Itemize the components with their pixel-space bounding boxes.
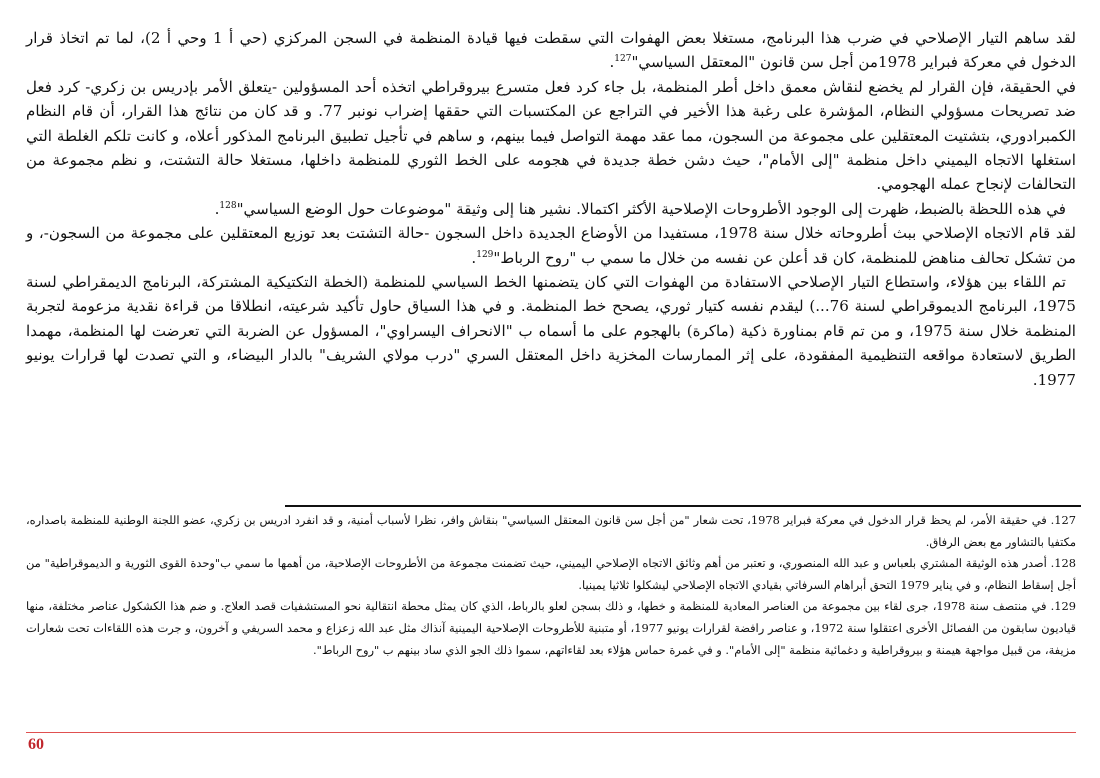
- body-text: [26, 26, 1076, 392]
- footnote-129: 129. في منتصف سنة 1978، جرى لقاء بين مجموعة من العناصر المعادية للمنظمة و خطها، و ذلك بسجن لعلو بالرباط، الذي كان يمثل محطة انتقالية نحو المستشفيات قصد العلاج. و ضم هذا الكشكول عناصر مختلفة، منها قياديون سابقون من الفصائل الأخرى اعتقلوا سنة 1972، و عناصر رافضة لقرارات يونيو 1977، أو متبنية للأطروحات الإصلاحية اليمينية آنذاك مثل عبد الله زعزاع و محمد السريفي و آخرون، و جرت هذه اللقاءات تحت شعارات مزيفة، من قبيل مواجهة هيمنة و بيروقراطية و دغمائية منظمة "إلى الأمام". و في غمرة حماس هؤلاء بعد لقاءاتهم، سموا ذلك الجو الذي ساد بينهم ب "روح الرباط".: [26, 599, 1076, 657]
- paragraph-1-text: لقد ساهم التيار الإصلاحي في ضرب هذا البرنامج، مستغلا بعض الهفوات التي سقطت فيها قيادة المنظمة في السجن المركزي (حي أ 1 وحي أ 2)، لما تم اتخاذ قرار الدخول في معركة فبراير 1978من أجل سن قانون "المعتقل السياسي": [26, 29, 1076, 72]
- footnote-ref-129[interactable]: 129: [476, 249, 494, 260]
- paragraph-5: [26, 270, 1076, 392]
- footnote-ref-128[interactable]: 128: [219, 200, 237, 211]
- paragraph-3-text: في هذه اللحظة بالضبط، ظهرت إلى الوجود الأطروحات الإصلاحية الأكثر اكتمالا. نشير هنا إلى وثيقة "موضوعات حول الوضع السياسي": [236, 199, 1066, 218]
- paragraph-2-text: في الحقيقة، فإن القرار لم يخضع لنقاش معمق داخل أطر المنظمة، بل جاء كرد فعل متسرع بيروقراطي اتخذه أحد المسؤولين -يتعلق الأمر بإدريس بن زكري- كرد فعل ضد تصريحات مسؤولي النظام، المؤشرة على رغبة هذا الأخير في التراجع عن المكتسبات التي حققها إضراب نونبر 77. و قد كان من نتائج هذا القرار، أن قام النظام الكمبرادوري، بتشتيت المعتقلين على مجموعة من السجون، مما عقد مهمة التواصل فيما بينهم، و ساهم في تأجيل تطبيق البرنامج المذكور أعلاه، و كانت تلكم الغلطة التي استغلها الاتجاه اليميني داخل منظمة "إلى الأمام"، حيث دشن خطة جديدة في هجومه على الخط الثوري للمنظمة داخلها، مستغلا حالة التشتت، و نظم مجموعة من التحالفات لإنجاح عمله الهجومي.: [26, 77, 1076, 194]
- page-bottom-rule: [26, 732, 1076, 733]
- paragraph-1-tail: .: [609, 53, 615, 72]
- paragraph-4-tail: .: [471, 248, 477, 267]
- footnote-127: 127. في حقيقة الأمر، لم يحظ قرار الدخول في معركة فبراير 1978، تحت شعار "من أجل سن قانون المعتقل السياسي" بنقاش وافر، نظرا لأسباب أمنية، و قد انفرد ادريس بن زكري، عضو اللجنة الوطنية للمنظمة باصداره، مكتفيا بالتشاور مع بعض الرفاق.: [26, 513, 1076, 549]
- paragraph-5-text: تم اللقاء بين هؤلاء، واستطاع التيار الإصلاحي الاستفادة من الهفوات التي كان يتضمنها الخط السياسي للمنظمة (الخطة التكتيكية المشتركة، البرنامج الديمقراطي لسنة 1975، البرنامج الديموقراطي لسنة 76...) ليقدم نفسه كتيار ثوري، يصحح خط المنظمة. و في هذا السياق حاول تأكيد شرعيته، انطلاقا من قراءة نقدية مزعومة لتجربة المنظمة خلال سنة 1975، و من تم قام بمناورة ذكية (ماكرة) بالهجوم على ما أسماه ب "الانحراف اليسراوي"، المسؤول عن الضربة التي تعرضت لها المنظمة، مهمدا الطريق لاستعادة مواقعه التنظيمية المفقودة، على إثر الممارسات المخزية داخل المعتقل السري "درب مولاي الشريف" بالدار البيضاء، و التي تصدت لها قرارات يونيو 1977.: [26, 273, 1077, 389]
- paragraph-2: [26, 75, 1076, 197]
- paragraph-4: [26, 221, 1076, 270]
- paragraph-3: [26, 197, 1076, 221]
- footnote-separator: [285, 505, 1081, 507]
- footnote-128: 128. أصدر هذه الوثيقة المشتري بلعباس و عبد الله المنصوري، و تعتبر من أهم وثائق الاتجاه الإصلاحي اليميني، حيث تضمنت مجموعة من الأطروحات الإصلاحية، من أهمها ما سمي ب"وحدة القوى الثورية و الديموقراطية" من أجل إسقاط النظام، و في يناير 1979 التحق أبراهام السرفاتي بقيادي الاتجاه الإصلاحي ليشكلوا ثلاثيا يمينيا.: [26, 556, 1076, 592]
- paragraph-3-tail: .: [214, 199, 220, 218]
- paragraph-1: [26, 26, 1076, 75]
- footnote-ref-127[interactable]: 127: [614, 54, 632, 65]
- paragraph-4-text: لقد قام الاتجاه الإصلاحي ببث أطروحاته خلال سنة 1978، مستفيدا من الأوضاع الجديدة داخل السجون -حالة التشتت بعد توزيع المعتقلين على مجموعة من السجون-، و من تشكل تحالف مناهض للمنظمة، كان قد أعلن عن نفسه من خلال ما سمي ب "روح الرباط": [26, 224, 1076, 267]
- page-number: 60: [28, 736, 44, 753]
- footnotes: [26, 510, 1076, 661]
